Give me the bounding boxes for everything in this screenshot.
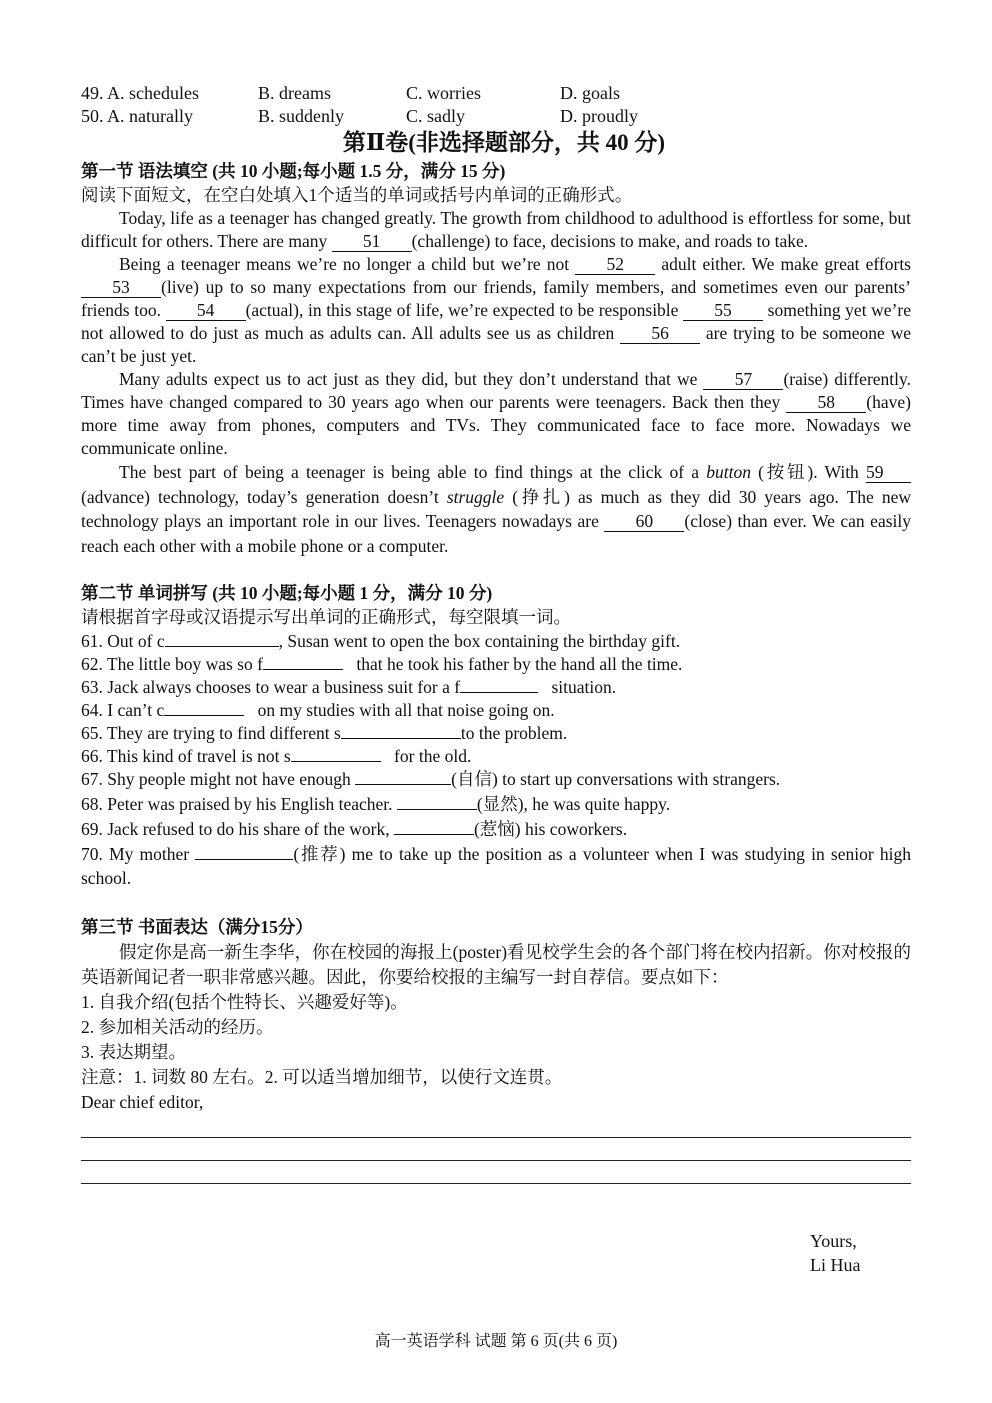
option-b: B. suddenly [258, 106, 345, 126]
section-3-title: 第三节 书面表达（满分15分） [81, 917, 313, 937]
question-61: 61. Out of c , Susan went to open the box containing the birthday gift. [81, 631, 681, 651]
question-63: 63. Jack always chooses to wear a business suit for a f situation. [81, 677, 617, 697]
passage-paragraph-2: Being a teenager means we’re no longer a child but we’re not 52 adult either. We make great efforts 53 (live) up to so many expectations from our friends, family members, and sometimes even our parents’ friends too. 54 (actual), in this stage of life, we’re expected to be responsible 55 something yet we’re not allowed to do just as much as adults can. All adults see us as children 56 are trying to be someone we can’t be just yet. [81, 254, 912, 366]
passage-paragraph-4: The best part of being a teenager is being able to find things at the click of a button (按钮). With 59(advance) technology, today’s generation doesn’t struggle (挣扎) as much as they did 30 years ago. The new technology plays an important role in our lives. Teenagers nowadays are 60 (close) than ever. We can easily reach each other with a mobile phone or a computer. [81, 462, 912, 556]
blank-53[interactable]: 53 [81, 278, 161, 298]
option-a: 50. A. naturally [81, 106, 193, 126]
writing-line[interactable] [81, 1161, 911, 1184]
question-64: 64. I can’t c on my studies with all that noise going on. [81, 700, 555, 720]
writing-point-3: 3. 表达期望。 [81, 1042, 186, 1062]
answer-blank-69[interactable] [394, 817, 474, 835]
answer-blank-65[interactable] [341, 721, 461, 739]
italic-word-struggle: struggle [446, 486, 505, 507]
writing-prompt: 假定你是高一新生李华，你在校园的海报上(poster)看见校学生会的各个部门将在校内招新。你对校报的英语新闻记者一职非常感兴趣。因此，你要给校报的主编写一封自荐信。要点如下： [81, 942, 911, 987]
mc-question-49 [81, 82, 911, 105]
answer-blank-63[interactable] [460, 675, 538, 693]
answer-blank-67[interactable] [355, 767, 451, 785]
mc-question-50 [81, 105, 911, 128]
blank-56[interactable]: 56 [620, 324, 700, 344]
writing-line[interactable] [81, 1115, 911, 1138]
question-68: 68. Peter was praised by his English teacher. (显然), he was quite happy. [81, 794, 671, 814]
question-70: 70. My mother (推荐) me to take up the position as a volunteer when I was studying in senior high school. [81, 844, 911, 888]
option-a: 49. A. schedules [81, 83, 199, 103]
option-d: D. goals [560, 83, 620, 103]
blank-54[interactable]: 54 [166, 301, 246, 321]
letter-closing: Yours, [810, 1231, 857, 1251]
writing-note: 注意：1. 词数 80 左右。2. 可以适当增加细节，以使行文连贯。 [81, 1067, 563, 1087]
section-1-instruction: 阅读下面短文，在空白处填入1个适当的单词或括号内单词的正确形式。 [81, 185, 633, 205]
writing-point-1: 1. 自我介绍(包括个性特长、兴趣爱好等)。 [81, 992, 408, 1012]
letter-signoff [810, 1229, 860, 1277]
passage-paragraph-1: Today, life as a teenager has changed greatly. The growth from childhood to adulthood is effortless for some, but difficult for others. There are many 51 (challenge) to face, decisions to make, and roads to take. [81, 208, 911, 251]
answer-blank-70[interactable] [195, 842, 293, 860]
blank-60[interactable]: 60 [604, 512, 684, 532]
writing-point-2: 2. 参加相关活动的经历。 [81, 1017, 274, 1037]
writing-line[interactable] [81, 1138, 911, 1161]
section-1-title: 第一节 语法填空 (共 10 小题;每小题 1.5 分，满分 15 分) [81, 161, 506, 181]
question-67: 67. Shy people might not have enough (自信) to start up conversations with strangers. [81, 769, 781, 789]
blank-55[interactable]: 55 [683, 301, 763, 321]
question-66: 66. This kind of travel is not s for the old. [81, 746, 472, 766]
section-2-instruction: 请根据首字母或汉语提示写出单词的正确形式，每空限填一词。 [81, 607, 571, 627]
answer-blank-66[interactable] [291, 744, 381, 762]
part-title: 第Ⅱ卷(非选择题部分，共 40 分) [342, 130, 666, 155]
blank-57[interactable]: 57 [703, 370, 783, 390]
answer-blank-68[interactable] [397, 792, 477, 810]
letter-salutation: Dear chief editor, [81, 1092, 204, 1112]
blank-52[interactable]: 52 [575, 255, 655, 275]
question-65: 65. They are trying to find different s to the problem. [81, 723, 568, 743]
option-b: B. dreams [258, 83, 331, 103]
option-c: C. sadly [406, 106, 466, 126]
answer-blank-64[interactable] [164, 698, 244, 716]
spacer [81, 890, 911, 914]
section-2-title: 第二节 单词拼写 (共 10 小题;每小题 1 分，满分 10 分) [81, 583, 493, 603]
answer-blank-61[interactable] [165, 629, 279, 647]
passage-paragraph-3: Many adults expect us to act just as they did, but they don’t understand that we 57 (raise) differently. Times have changed compared to 30 years ago when our parents were teenagers. Back then they 58 (have) more time away from phones, computers and TVs. They communicated face to face more. Nowadays we communicate online. [81, 369, 912, 458]
blank-58[interactable]: 58 [786, 393, 866, 413]
exam-page [81, 82, 911, 1184]
page-footer: 高一英语学科 试题 第 6 页(共 6 页) [374, 1333, 618, 1350]
blank-51[interactable]: 51 [332, 232, 412, 252]
answer-blank-62[interactable] [263, 652, 343, 670]
question-62: 62. The little boy was so f that he took his father by the hand all the time. [81, 654, 683, 674]
spacer [81, 558, 911, 580]
blank-59[interactable]: 59 [866, 463, 911, 483]
italic-word-button: button [706, 462, 751, 482]
letter-signature: Li Hua [810, 1255, 861, 1275]
question-69: 69. Jack refused to do his share of the work, (惹恼) his coworkers. [81, 819, 628, 839]
option-d: D. proudly [560, 106, 638, 126]
option-c: C. worries [406, 83, 481, 103]
